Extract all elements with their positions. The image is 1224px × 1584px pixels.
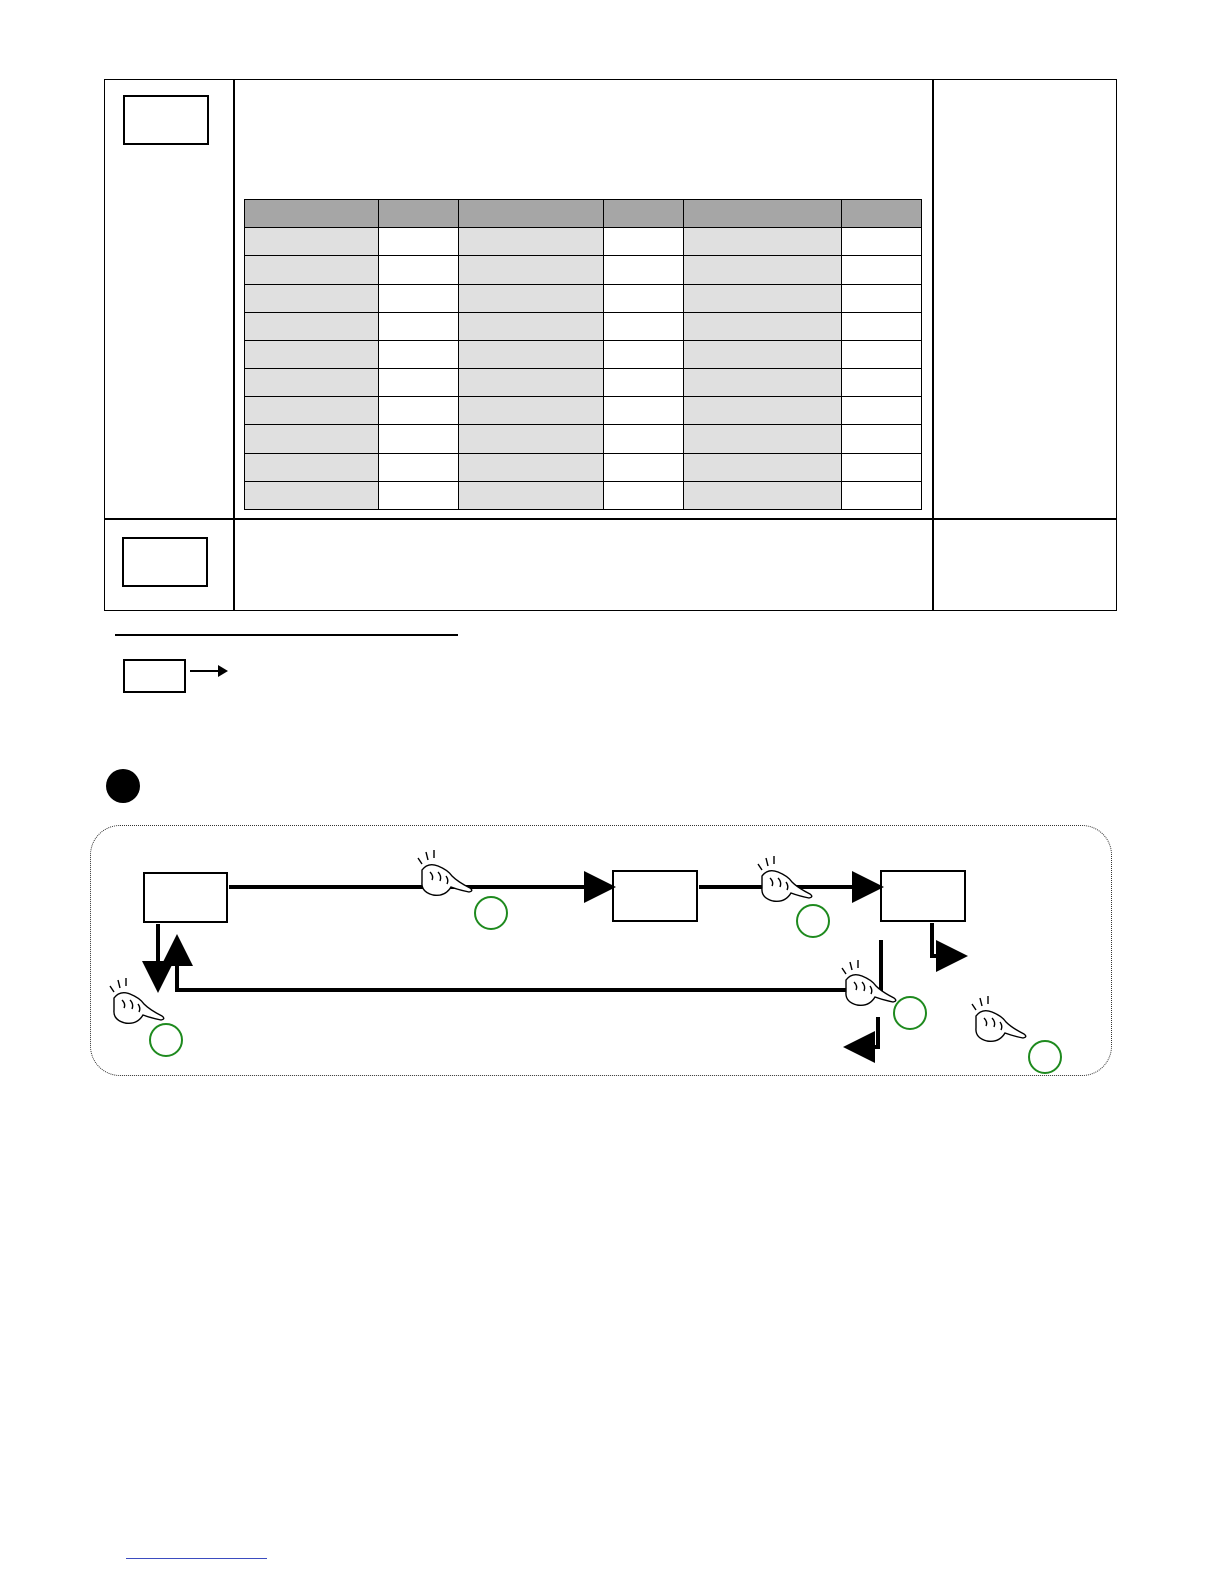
pointing-hand-icon	[832, 958, 902, 1010]
pointing-hand-icon	[748, 854, 818, 906]
pointing-hand-icon	[100, 976, 170, 1028]
footer-link-underline	[126, 1558, 267, 1559]
pointing-hand-icon	[962, 994, 1032, 1046]
return-path	[177, 940, 881, 990]
step-marker	[474, 896, 508, 930]
pointing-hand-icon	[408, 848, 478, 900]
step-marker	[1028, 1040, 1062, 1074]
arrow-right-icon	[932, 923, 960, 956]
footer-link[interactable]	[126, 1540, 267, 1558]
arrow-left-icon	[851, 1017, 878, 1047]
step-marker	[796, 904, 830, 938]
step-marker	[893, 996, 927, 1030]
step-marker	[149, 1023, 183, 1057]
